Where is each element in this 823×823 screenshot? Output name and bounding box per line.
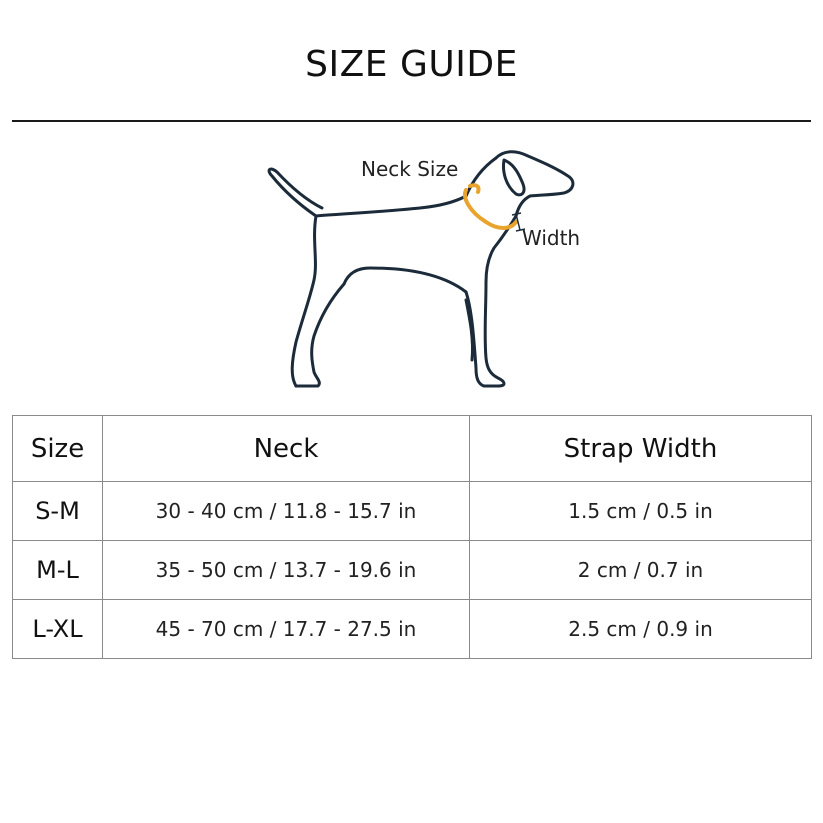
table-row	[13, 482, 812, 541]
column-header-size: Size	[13, 416, 103, 482]
strap-width-cell: 2 cm / 0.7 in	[470, 541, 812, 600]
collar-icon	[465, 185, 516, 228]
size-cell: S-M	[13, 482, 103, 541]
width-label: Width	[522, 226, 581, 250]
size-cell: M-L	[13, 541, 103, 600]
table-header-row	[13, 416, 812, 482]
dog-outline-icon	[269, 152, 573, 386]
neck-cell: 45 - 70 cm / 17.7 - 27.5 in	[103, 600, 470, 659]
strap-width-cell: 2.5 cm / 0.9 in	[470, 600, 812, 659]
column-header-strap-width: Strap Width	[470, 416, 812, 482]
column-header-neck: Neck	[103, 416, 470, 482]
neck-size-label: Neck Size	[361, 157, 459, 181]
size-cell: L-XL	[13, 600, 103, 659]
neck-cell: 30 - 40 cm / 11.8 - 15.7 in	[103, 482, 470, 541]
strap-width-cell: 1.5 cm / 0.5 in	[470, 482, 812, 541]
neck-cell: 35 - 50 cm / 13.7 - 19.6 in	[103, 541, 470, 600]
table-row	[13, 541, 812, 600]
table-row	[13, 600, 812, 659]
size-table	[12, 415, 812, 659]
page-title: SIZE GUIDE	[305, 44, 518, 85]
